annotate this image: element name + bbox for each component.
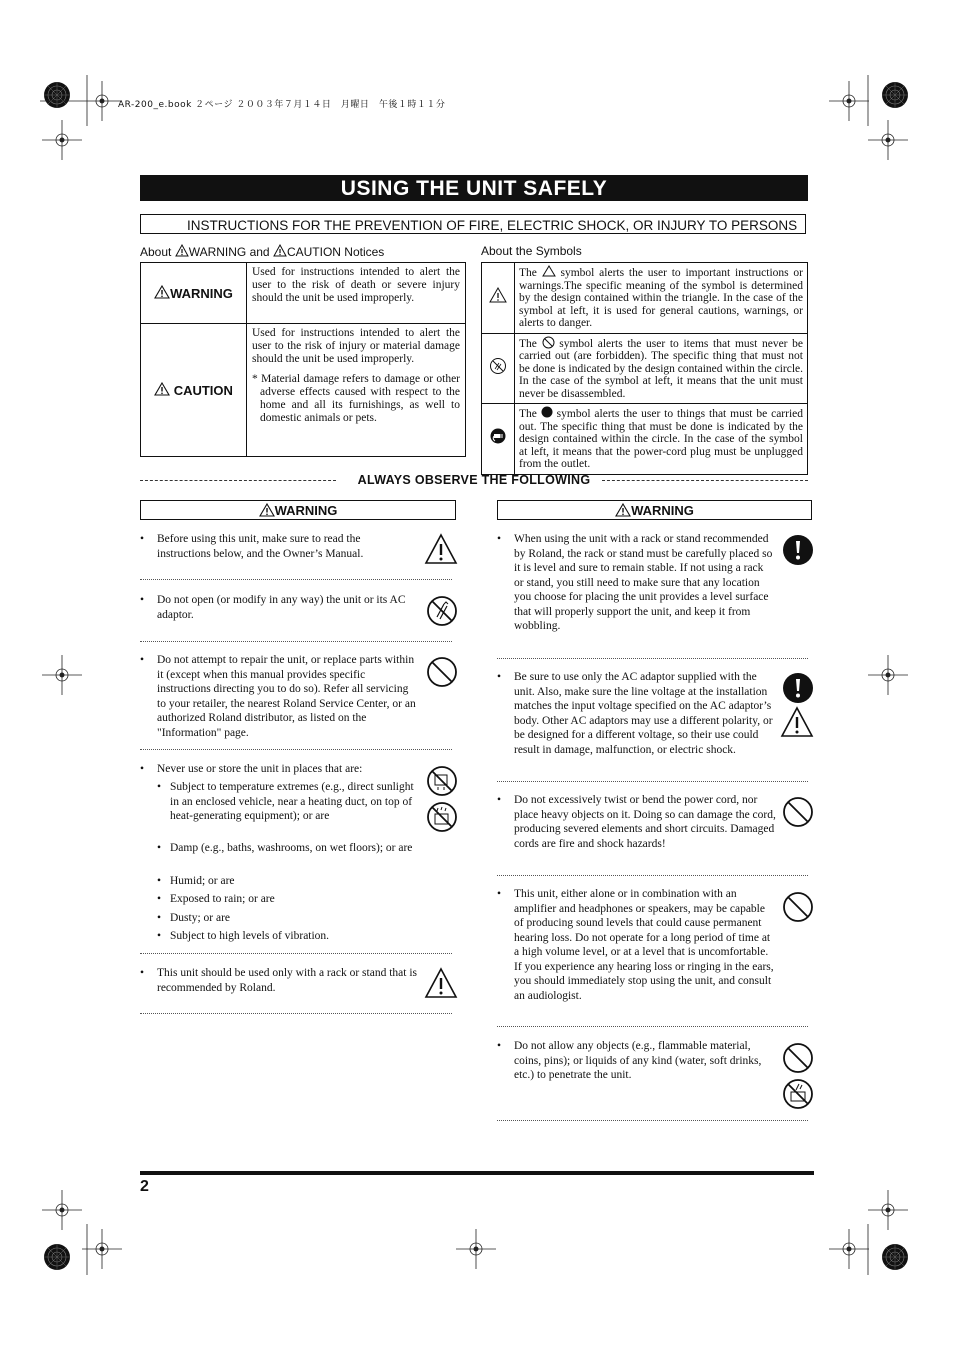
general-caution-icon	[489, 287, 507, 303]
caution-label-cell: CAUTION	[141, 324, 247, 457]
mandatory-action-icon	[782, 534, 814, 566]
prohibited-symbol-icon	[542, 336, 555, 349]
page-title: USING THE UNIT SAFELY	[140, 175, 808, 201]
triangle-symbol-icon	[542, 265, 556, 277]
notices-table	[140, 262, 466, 457]
caution-triangle-icon	[424, 967, 458, 999]
instructions-heading: INSTRUCTIONS FOR THE PREVENTION OF FIRE, ELECTRIC SHOCK, OR INJURY TO PERSONS	[140, 214, 806, 234]
file-info: AR-200_e.book ２ページ ２００３年７月１４日 月曜日 午後１時１１分	[118, 100, 446, 110]
page-number: 2	[140, 1178, 149, 1195]
caution-description: Used for instructions intended to alert the user to the risk of injury or material damage should the unit be used improperly. * Material damage refers to damage or other adverse effects caused with respect to the home and all its furnishings, as well to domestic animals or pets.	[247, 324, 466, 457]
prohibited-icon	[426, 656, 458, 688]
warning-triangle-icon	[259, 503, 275, 517]
list-item: • This unit should be used only with a rack or stand that is recommended by Roland.	[140, 967, 417, 994]
warning-triangle-icon	[615, 503, 631, 517]
list-item: • Do not open (or modify in any way) the unit or its AC adaptor.	[140, 594, 406, 621]
warning-triangle-icon	[154, 285, 170, 299]
right-warning-header: WARNING	[497, 500, 812, 520]
do-not-disassemble-icon	[426, 595, 458, 627]
list-item: • Do not allow any objects (e.g., flammable material, coins, pins); or liquids of any kind (water, soft drinks, etc.) to penetrate the unit.	[497, 1040, 762, 1081]
footer-rule	[140, 1171, 814, 1175]
list-item: • Do not excessively twist or bend the power cord, nor place heavy objects on it. Doing so can damage the cord, producing severed elements and short circuits. Damaged cords are fire and shock hazards!	[497, 794, 776, 850]
mandatory-symbol-icon	[541, 406, 553, 418]
always-observe-heading: ALWAYS OBSERVE THE FOLLOWING	[357, 473, 591, 487]
do-not-disassemble-icon	[489, 357, 507, 375]
do-not-expose-to-water-icon	[426, 801, 458, 833]
caution-triangle-icon	[273, 244, 287, 257]
caution-note: * Material damage refers to damage or other adverse effects caused with respect to the home and all its furnishings, as well to domestic animals or pets.	[252, 373, 460, 424]
symbols-table: The symbol alerts the user to important instructions or warnings.The specific meaning of the symbol is determined by the design contained within the triangle. In the case of the symbol at left, it is used for general cautions, warnings, or alerts to danger. The symbol alerts the user to items that must never be carried out (are forbidden). The specific thing that must not be done is indicated by the design contained within the circle. In the case of the symbol at left, it means that the unit must never be disassembled. The symbol alerts the user to things that must be carried out. The specific thing that must be done is indicated by the design contained within the circle. In the case of the symbol at left, it means that the power-cord plug must be unplugged from the outlet.	[481, 262, 808, 475]
warning-description: Used for instructions intended to alert the user to the risk of death or severe injury should the unit be used improperly.	[247, 263, 466, 324]
list-item: • Be sure to use only the AC adaptor supplied with the unit. Also, make sure the line voltage at the installation matches the input voltage specified on the AC adaptor’s body. Other AC adaptors may use a different polarity, or be designed for a different voltage, so their use could result in damage, malfunction, or electric shock.	[497, 671, 773, 756]
caution-triangle-icon	[154, 382, 170, 396]
list-item: • When using the unit with a rack or stand recommended by Roland, the rack or stand must be carefully placed so it is level and sure to remain stable. If not using a rack or stand, you still need to make sure that any location you choose for placing the unit provides a level surface that will properly support the unit, and keep it from wobbling.	[497, 533, 773, 632]
list-item: • This unit, either alone or in combination with an amplifier and headphones or speakers, may be capable of producing sound levels that could cause permanent hearing loss. Do not operate for a long period of time at a high volume level, or at a level that is uncomfortable. If you experience any hearing loss or ringing in the ears, you should immediately stop using the unit, and consult an audiologist.	[497, 888, 774, 1002]
notices-heading: About WARNING and CAUTION Notices	[140, 245, 385, 259]
prohibited-icon	[782, 891, 814, 923]
no-liquids-icon	[782, 1078, 814, 1110]
list-item: • Do not attempt to repair the unit, or replace parts within it (except when this manual provides specific instructions directing you to do so). Refer all servicing to your retailer, the nearest Roland Service Center, or an authorized Roland distributor, as listed on the "Information" page.	[140, 654, 416, 739]
prohibited-icon	[782, 796, 814, 828]
always-observe-divider	[140, 472, 808, 490]
caution-triangle-icon	[780, 706, 814, 738]
left-warning-header: WARNING	[140, 500, 456, 520]
mandatory-action-icon	[782, 672, 814, 704]
unplug-icon	[489, 427, 507, 445]
prohibited-icon	[782, 1042, 814, 1074]
list-item: • Never use or store the unit in places that are:	[140, 763, 363, 775]
caution-triangle-icon	[424, 533, 458, 565]
do-not-use-in-heat-icon	[426, 765, 458, 797]
symbols-heading: About the Symbols	[481, 244, 582, 258]
list-item: • Before using this unit, make sure to read the instructions below, and the Owner’s Manual.	[140, 533, 364, 560]
warning-label-cell: WARNING	[141, 263, 247, 324]
warning-triangle-icon	[175, 244, 189, 257]
